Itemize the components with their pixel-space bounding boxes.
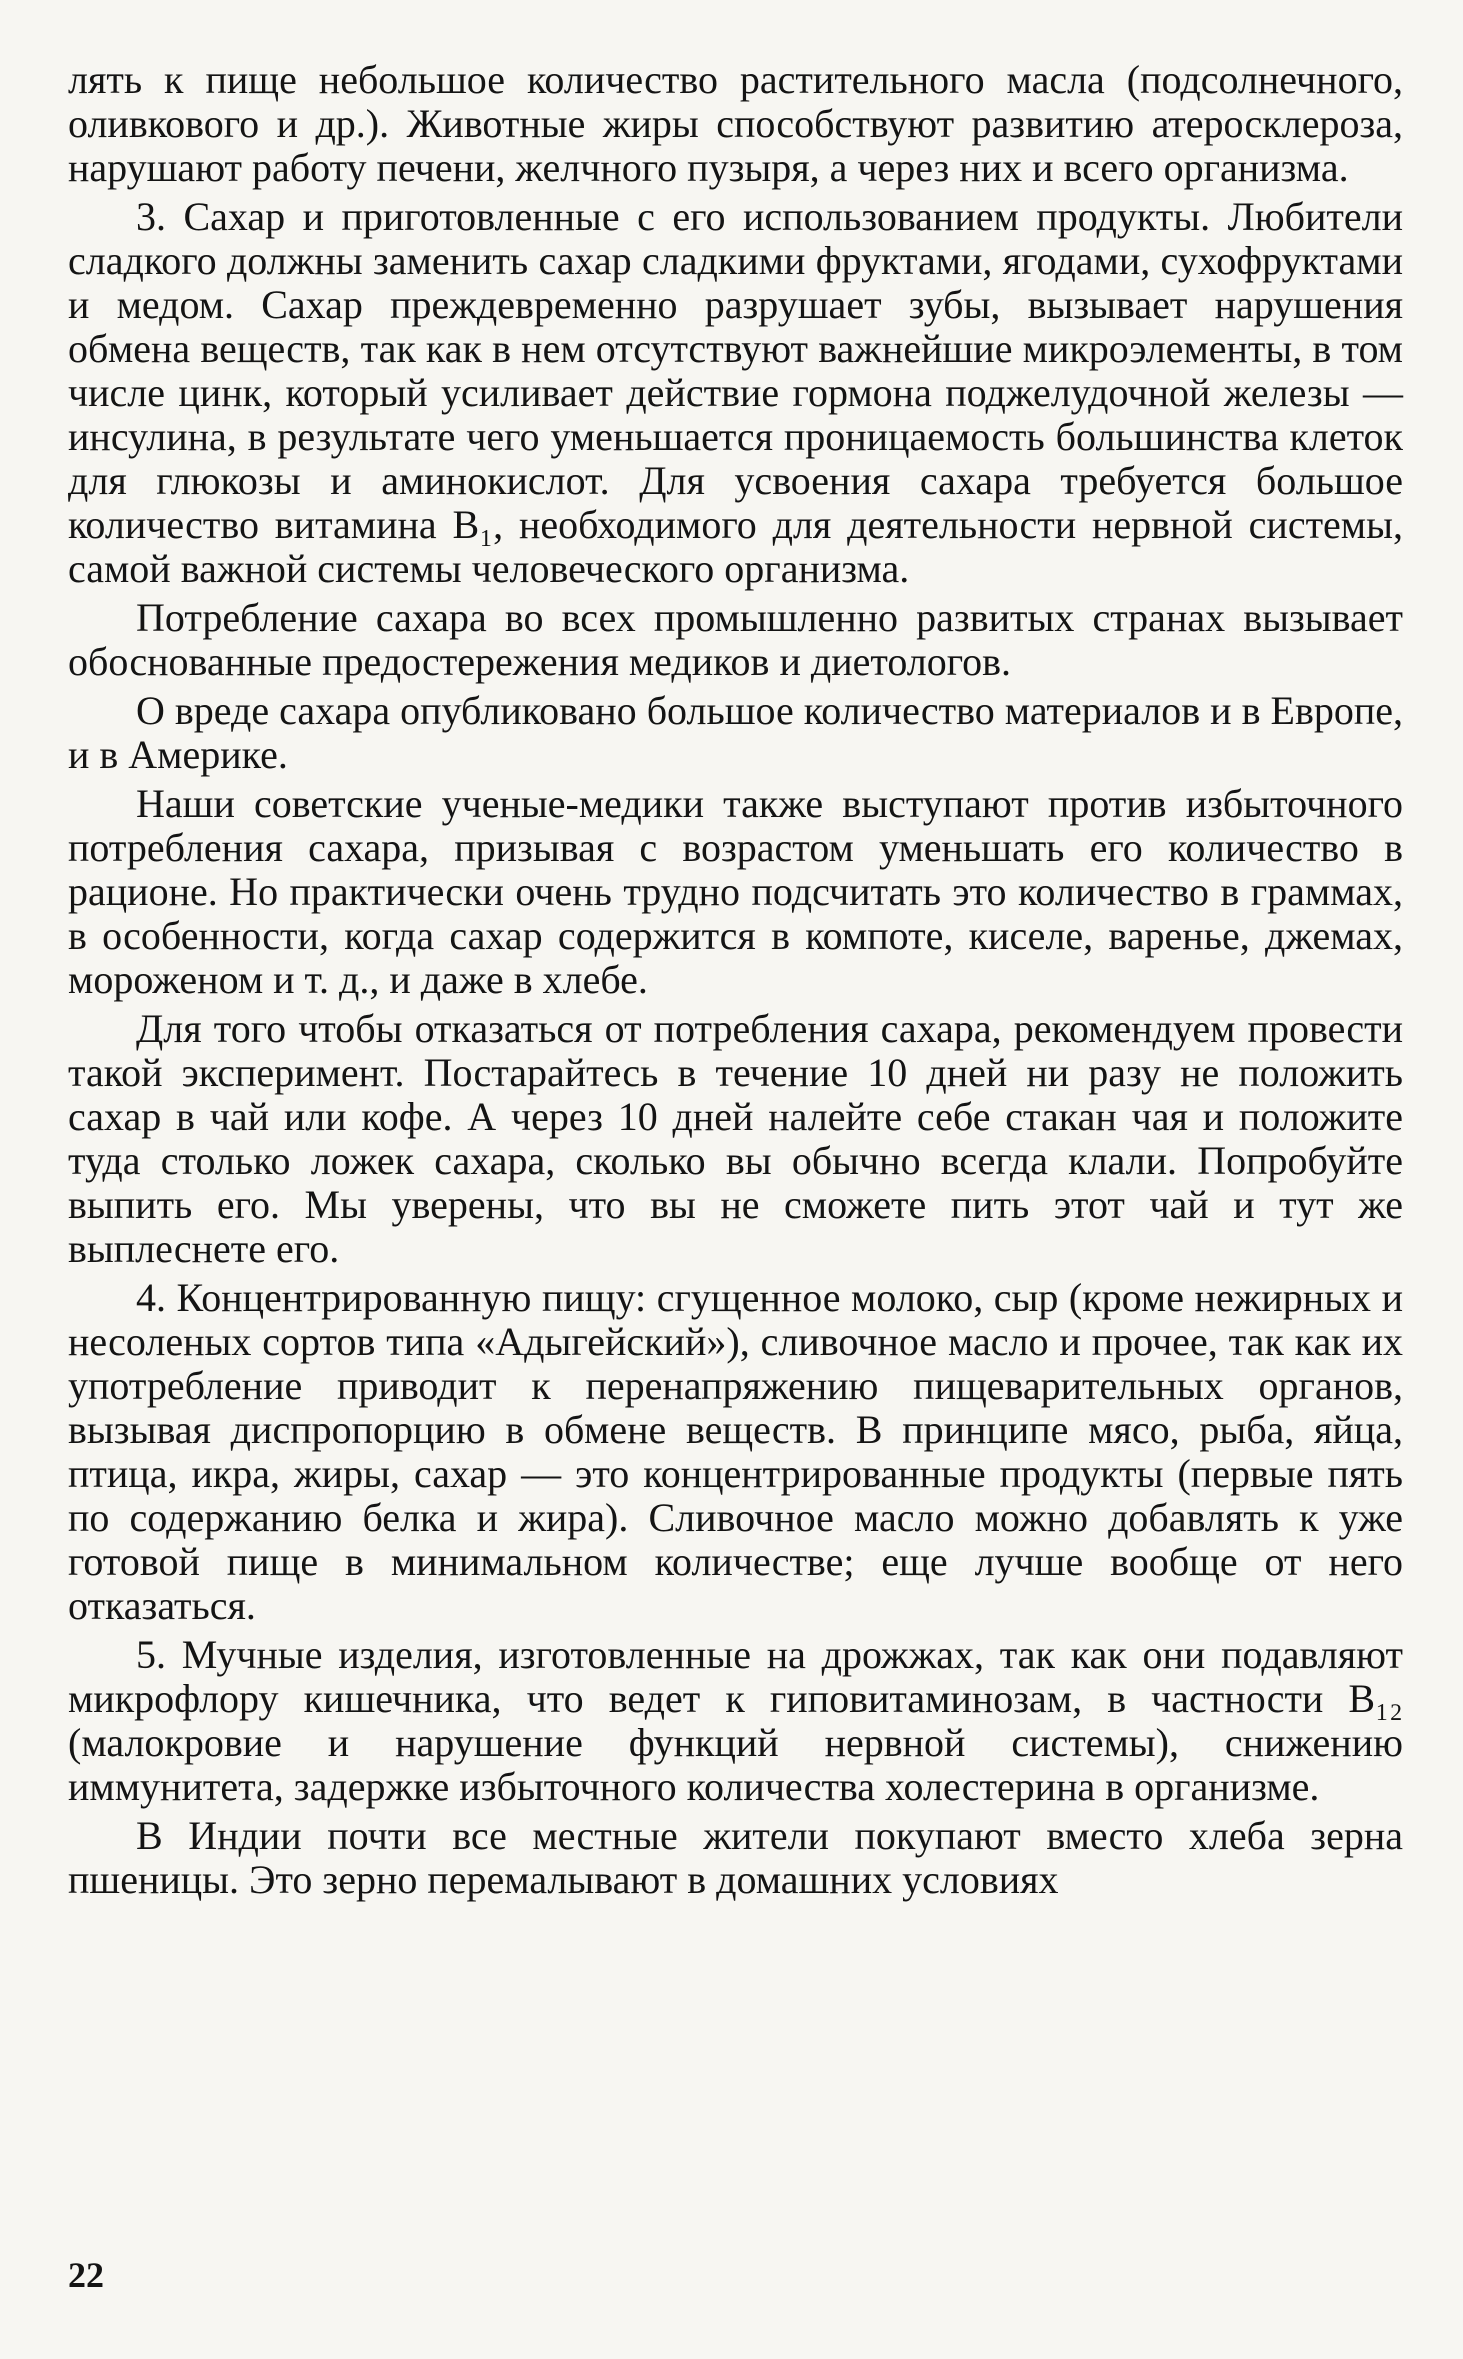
page-body <box>68 58 1403 1907</box>
paragraph: лять к пище небольшое количество растительного масла (подсолнечного, оливкового и др.). Животные жиры способствуют развитию атеросклероза, нарушают работу печени, желчного пузыря, а через них и всего организма. <box>68 57 1403 190</box>
paragraph: 3. Сахар и приготовленные с его использованием продукты. Любители сладкого должны заменить сахар сладкими фруктами, ягодами, сухофруктами и медом. Сахар преждевременно разрушает зубы, вызывает нарушения обмена веществ, так как в нем отсутствуют важнейшие микроэлементы, в том числе цинк, который усиливает действие гормона поджелудочной железы — инсулина, в результате чего уменьшается проницаемость большинства клеток для глюкозы и аминокислот. Для усвоения сахара требуется большое количество витамина B₁, необходимого для деятельности нервной системы, самой важной системы человеческого организма. <box>68 194 1403 591</box>
paragraph: 5. Мучные изделия, изготовленные на дрожжах, так как они подавляют микрофлору кишечника, что ведет к гиповитаминозам, в частности B₁₂ (малокровие и нарушение функций нервной системы), снижению иммунитета, задержке избыточного количества холестерина в организме. <box>68 1632 1403 1809</box>
paragraph: 4. Концентрированную пищу: сгущенное молоко, сыр (кроме нежирных и несоленых сортов типа «Адыгейский»), сливочное масло и прочее, так как их употребление приводит к перенапряжению пищеварительных органов, вызывая диспропорцию в обмене веществ. В принципе мясо, рыба, яйца, птица, икра, жиры, сахар — это концентрированные продукты (первые пять по содержанию белка и жира). Сливочное масло можно добавлять к уже готовой пище в минимальном количестве; еще лучше вообще от него отказаться. <box>68 1275 1403 1628</box>
paragraph: Для того чтобы отказаться от потребления сахара, рекомендуем провести такой эксперимент. Постарайтесь в течение 10 дней ни разу не положить сахар в чай или кофе. А через 10 дней налейте себе стакан чая и положите туда столько ложек сахара, сколько вы обычно всегда клали. Попробуйте выпить его. Мы уверены, что вы не сможете пить этот чай и тут же выплеснете его. <box>68 1006 1403 1271</box>
page-number: 22 <box>68 2255 104 2295</box>
paragraph: О вреде сахара опубликовано большое количество материалов и в Европе, и в Америке. <box>68 688 1403 777</box>
paragraph: Потребление сахара во всех промышленно развитых странах вызывает обоснованные предостережения медиков и диетологов. <box>68 595 1403 684</box>
paragraph: Наши советские ученые-медики также выступают против избыточного потребления сахара, призывая с возрастом уменьшать его количество в рационе. Но практически очень трудно подсчитать это количество в граммах, в особенности, когда сахар содержится в компоте, киселе, варенье, джемах, мороженом и т. д., и даже в хлебе. <box>68 781 1403 1002</box>
paragraph: В Индии почти все местные жители покупают вместо хлеба зерна пшеницы. Это зерно перемалывают в домашних условиях <box>68 1813 1403 1902</box>
